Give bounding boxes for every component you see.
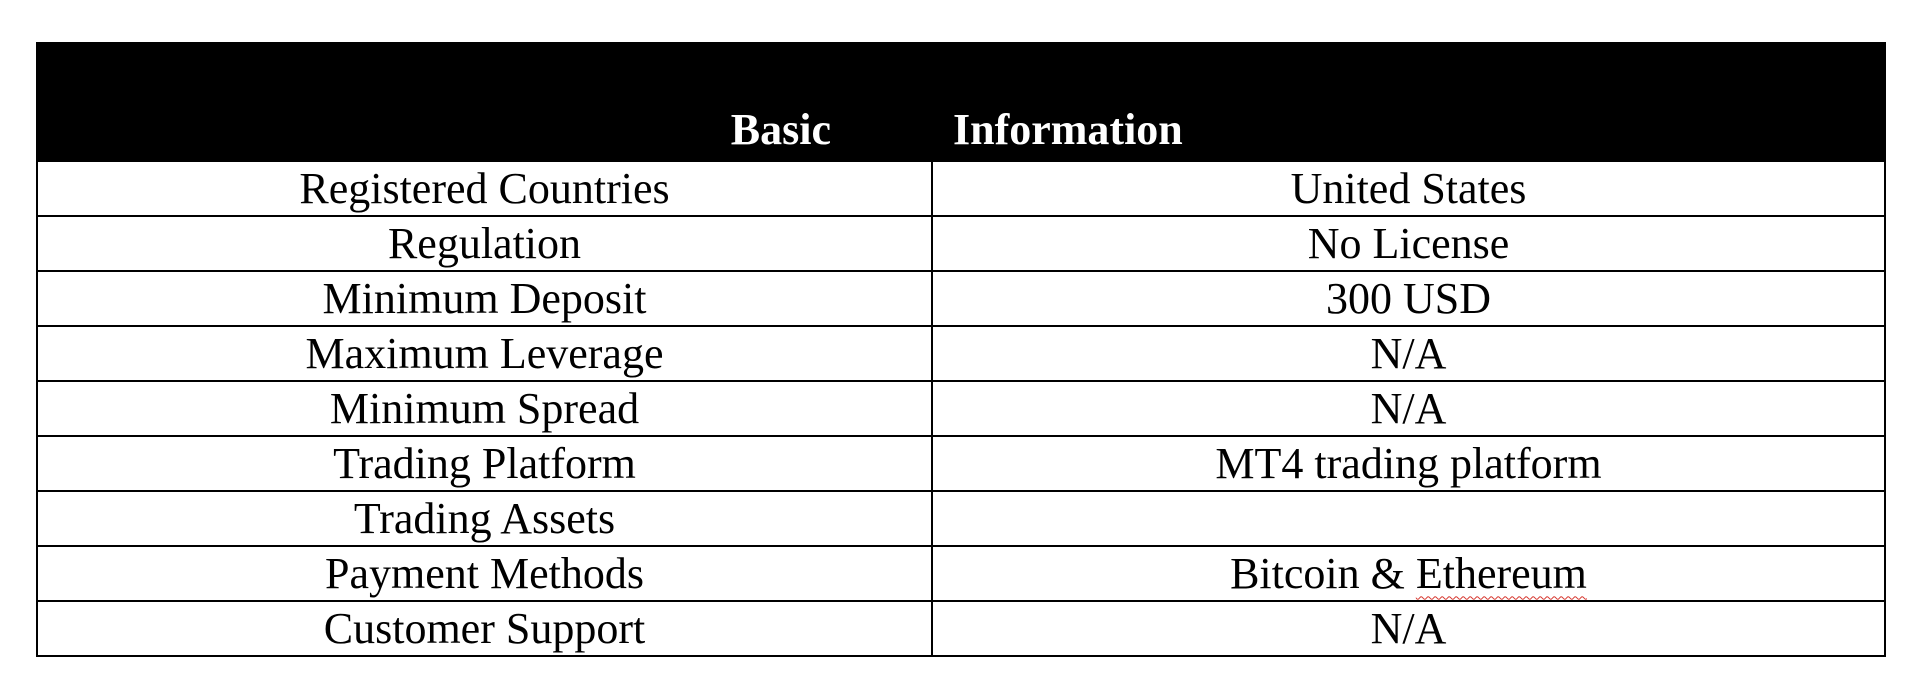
row-value: United States xyxy=(932,161,1885,216)
row-label: Registered Countries xyxy=(37,161,932,216)
row-value: MT4 trading platform xyxy=(932,436,1885,491)
table-row xyxy=(37,601,1885,656)
row-label: Maximum Leverage xyxy=(37,326,932,381)
row-value-empty[interactable] xyxy=(932,491,1885,546)
table-body xyxy=(37,161,1885,656)
row-label: Regulation xyxy=(37,216,932,271)
basic-information-table-container xyxy=(36,42,1884,657)
row-value: N/A xyxy=(932,326,1885,381)
table-header xyxy=(37,43,1885,161)
row-value: No License xyxy=(932,216,1885,271)
table-row xyxy=(37,161,1885,216)
value-text: Bitcoin & xyxy=(1230,548,1416,598)
row-label: Minimum Spread xyxy=(37,381,932,436)
table-row xyxy=(37,491,1885,546)
table-row xyxy=(37,381,1885,436)
row-label: Customer Support xyxy=(37,601,932,656)
row-label: Payment Methods xyxy=(37,546,932,601)
row-value: N/A xyxy=(932,601,1885,656)
row-label: Trading Platform xyxy=(37,436,932,491)
row-label: Minimum Deposit xyxy=(37,271,932,326)
header-cell-basic: Basic xyxy=(37,43,932,161)
header-row xyxy=(37,43,1885,161)
table-row xyxy=(37,326,1885,381)
row-value: N/A xyxy=(932,381,1885,436)
row-label: Trading Assets xyxy=(37,491,932,546)
spellcheck-flagged-word[interactable]: Ethereum xyxy=(1415,548,1587,598)
table-row xyxy=(37,216,1885,271)
table-row xyxy=(37,436,1885,491)
row-value xyxy=(932,546,1885,601)
basic-information-table xyxy=(36,42,1886,657)
row-value: 300 USD xyxy=(932,271,1885,326)
header-cell-information: Information xyxy=(932,43,1885,161)
table-row xyxy=(37,546,1885,601)
table-row xyxy=(37,271,1885,326)
